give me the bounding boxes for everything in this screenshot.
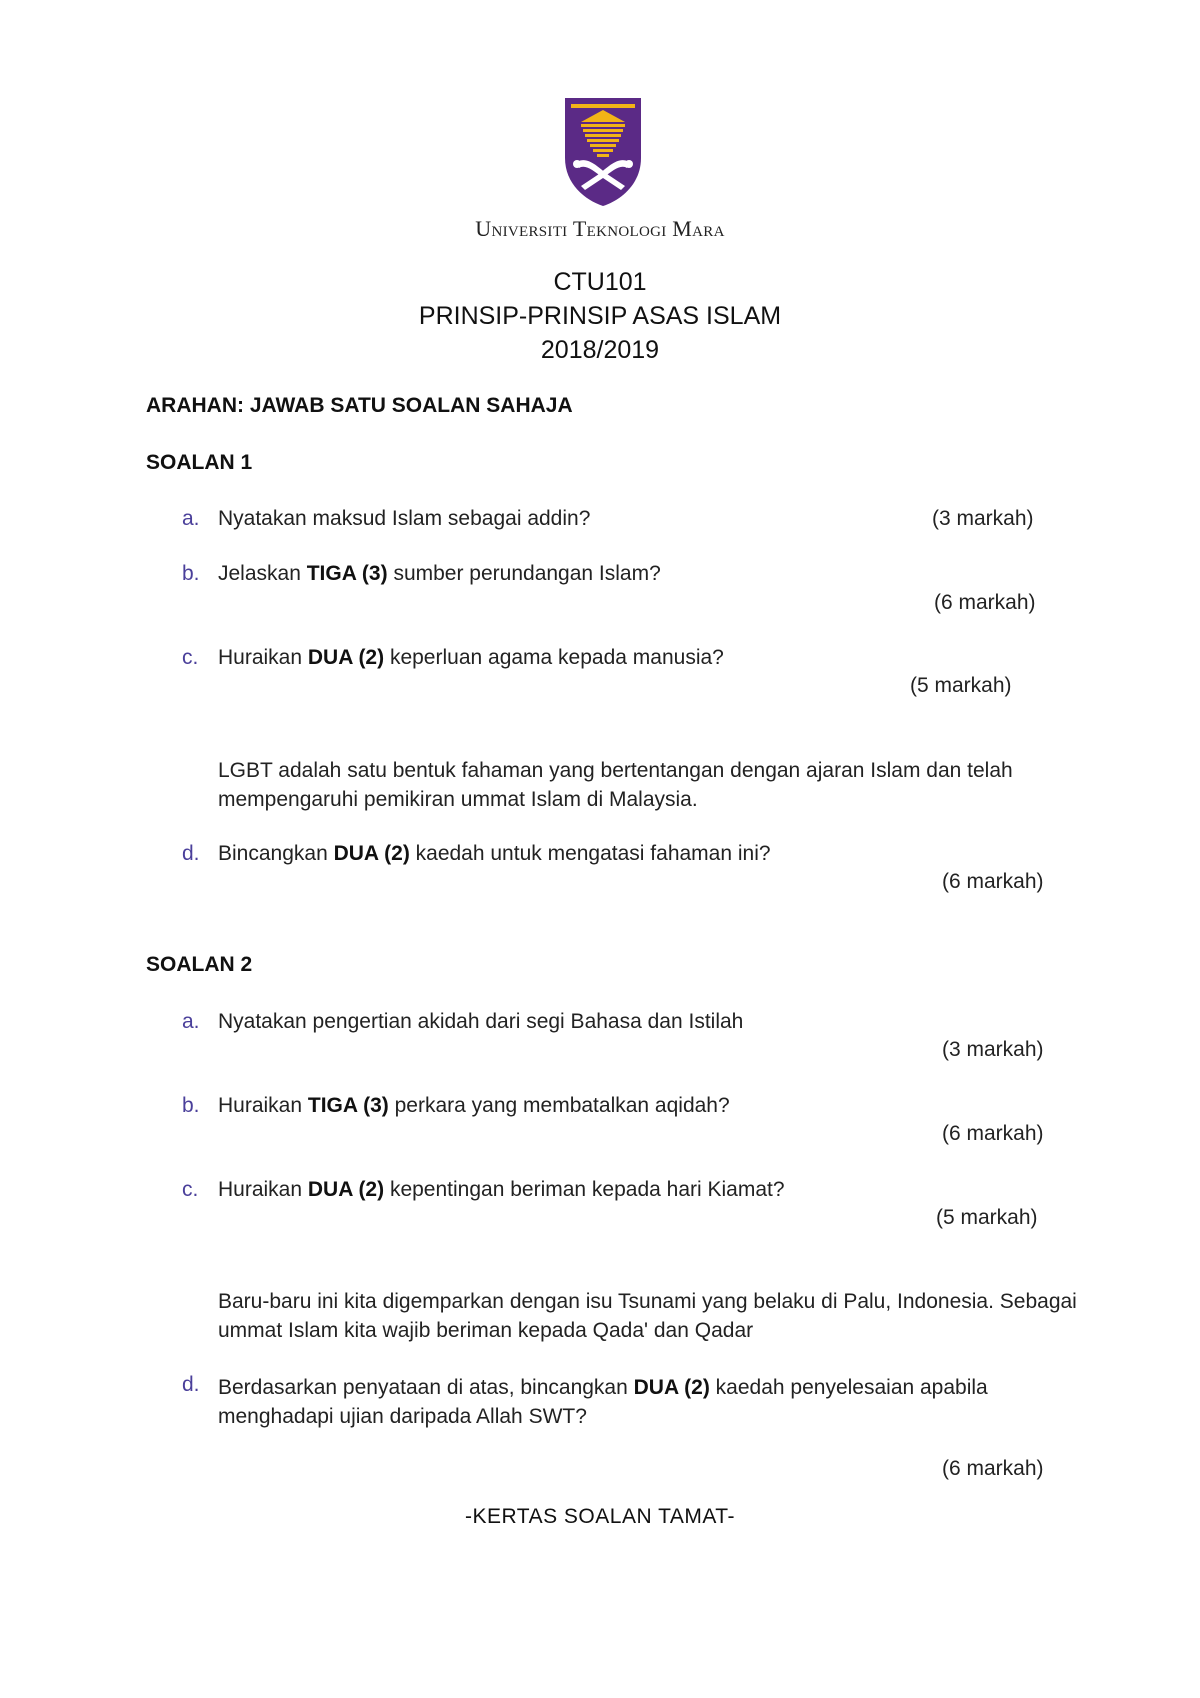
s1-d-text: Bincangkan DUA (2) kaedah untuk mengatasi fahaman ini? <box>218 842 771 865</box>
course-title: PRINSIP-PRINSIP ASAS ISLAM <box>418 302 782 330</box>
s1-d-marks: (6 markah) <box>942 870 1044 893</box>
s1-c-letter: c. <box>182 646 199 669</box>
soalan-2-title: SOALAN 2 <box>146 953 253 976</box>
soalan-1-title: SOALAN 1 <box>146 451 253 474</box>
s1-a-marks: (3 markah) <box>932 507 1034 530</box>
s1-d-letter: d. <box>182 842 200 865</box>
s1-a-text: Nyatakan maksud Islam sebagai addin? <box>218 507 591 530</box>
s1-b-letter: b. <box>182 562 200 585</box>
s2-d-text: Berdasarkan penyataan di atas, bincangkan DUA (2) kaedah penyelesaian apabila menghadapi ujian daripada Allah SWT? <box>218 1376 988 1428</box>
s2-c-letter: c. <box>182 1178 199 1201</box>
s2-a-text: Nyatakan pengertian akidah dari segi Bahasa dan Istilah <box>218 1010 744 1033</box>
s1-c-text: Huraikan DUA (2) keperluan agama kepada manusia? <box>218 646 724 669</box>
end-of-paper: -KERTAS SOALAN TAMAT- <box>465 1505 735 1528</box>
s2-passage: Baru-baru ini kita digemparkan dengan isu Tsunami yang belaku di Palu, Indonesia. Sebagai ummat Islam kita wajib beriman kepada Qada' dan Qadar <box>218 1290 1077 1342</box>
s2-b-letter: b. <box>182 1094 200 1117</box>
s2-c-marks: (5 markah) <box>936 1206 1038 1229</box>
session-year: 2018/2019 <box>540 336 660 364</box>
s2-c-text: Huraikan DUA (2) kepentingan beriman kepada hari Kiamat? <box>218 1178 785 1201</box>
s2-b-text: Huraikan TIGA (3) perkara yang membatalkan aqidah? <box>218 1094 730 1117</box>
s2-d-letter: d. <box>182 1373 200 1396</box>
s1-c-marks: (5 markah) <box>910 674 1012 697</box>
s2-d-marks: (6 markah) <box>942 1457 1044 1480</box>
s1-passage: LGBT adalah satu bentuk fahaman yang bertentangan dengan ajaran Islam dan telah mempengaruhi pemikiran ummat Islam di Malaysia. <box>218 759 1013 811</box>
university-name: Universiti Teknologi Mara <box>475 216 725 241</box>
s1-a-letter: a. <box>182 507 200 530</box>
course-code: CTU101 <box>553 268 647 296</box>
s2-a-letter: a. <box>182 1010 200 1033</box>
uitm-logo <box>563 96 643 208</box>
s2-b-marks: (6 markah) <box>942 1122 1044 1145</box>
s1-b-marks: (6 markah) <box>934 591 1036 614</box>
instruction: ARAHAN: JAWAB SATU SOALAN SAHAJA <box>146 394 573 417</box>
s1-b-text: Jelaskan TIGA (3) sumber perundangan Islam? <box>218 562 661 585</box>
s2-a-marks: (3 markah) <box>942 1038 1044 1061</box>
